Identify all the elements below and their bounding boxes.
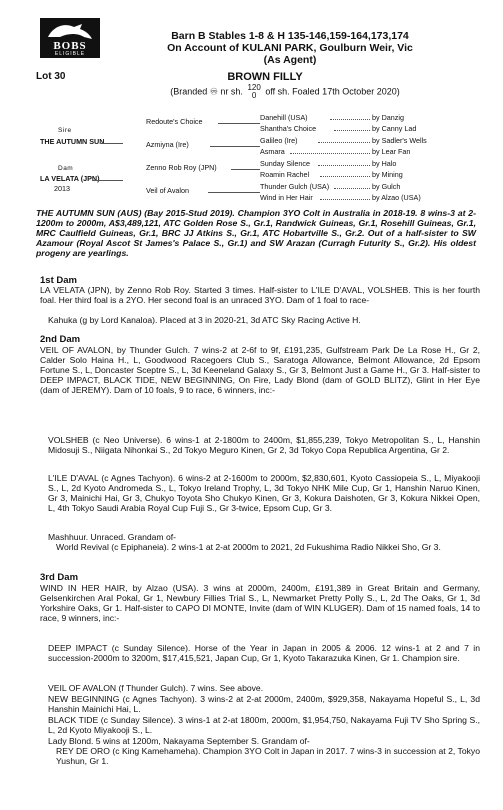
pedigree-gen3-sire: by Canny Lad xyxy=(372,124,417,133)
branded-mid: nr sh. xyxy=(220,86,243,97)
gen2-leader xyxy=(210,146,260,147)
pedigree-gen2: Azmiyna (Ire) xyxy=(146,140,189,149)
logo-sub: ELIGIBLE xyxy=(54,51,86,57)
pedigree-gen3-sire: by Mining xyxy=(372,170,403,179)
pedigree-gen2: Veil of Avalon xyxy=(146,186,190,195)
gen2-leader xyxy=(218,123,260,124)
first-dam-heading: 1st Dam xyxy=(40,275,77,286)
pedigree-gen2: Zenno Rob Roy (JPN) xyxy=(146,163,217,172)
horse-title: BROWN FILLY xyxy=(227,71,303,83)
gen3-leader xyxy=(330,119,370,120)
lile-daval-text: L'ILE D'AVAL (c Agnes Tachyon). 6 wins-2 at 2-1600m to 2000m, $2,830,601, Kyoto Cassiopeia S., L, Miyakooji S., L, 2d Kyoto Andromeda S., L, Tokyo Ireland Trophy, L, 3d Tokyo NHK Mile Cup, Gr 1, Hanshin Naruo Kinen, Gr 3, Mainichi Hai, Gr 3, Chukyo Toyota Sho Chukyo Kinen, Gr 3, Kokura Daishoten, Gr 3, Kokura Nikkei Open, L, 4th Tokyo Saudi Arabia Royal Cup Fuji S., Gr 3-twice, Epsom Cup, Gr 3. xyxy=(48,473,480,513)
gen3-leader xyxy=(290,153,370,154)
agent-line: (As Agent) xyxy=(263,54,317,66)
pedigree-gen3: Danehill (USA) xyxy=(260,113,308,122)
brand-number xyxy=(247,84,260,100)
rey-de-oro-text: REY DE ORO (c King Kamehameha). Champion 3YO Colt in Japan in 2017. 7 wins-3 in succession at 2, Tokyo Yushun, Gr 1. xyxy=(56,746,480,766)
new-beginning-text: NEW BEGINNING (c Agnes Tachyon). 3 wins-2 at 2-at 2000m, 2400m, $929,358, Nakayama Hopeful S., L, 3d Hanshin Mainichi Hai, L. xyxy=(48,694,480,714)
sire-summary: THE AUTUMN SUN (AUS) (Bay 2015-Stud 2019). Champion 3YO Colt in Australia in 2018-19. 8 wins-3 at 2-1200m to 2000m, A$3,489,121, ATC Golden Rose S., Gr.1, Randwick Guineas, Gr.1, Rosehill Guineas, Gr.1, MRC Caulfield Guineas, Gr.1, BRC JJ Atkins S., Gr.1, ATC Hobartville S., Gr.2. Out of a half-sister to SW Azamour (Royal Ascot St James's Palace S., Gr.1) and SW Arazan (Curragh Futurity S., Gr.2). His oldest progeny are yearlings. xyxy=(36,208,476,258)
pedigree-gen3-sire: by Alzao (USA) xyxy=(372,193,421,202)
gen3-leader xyxy=(334,188,370,189)
gen3-leader xyxy=(318,165,370,166)
pedigree-gen3: Shantha's Choice xyxy=(260,124,317,133)
second-dam-heading: 2nd Dam xyxy=(40,334,81,345)
gen2-leader xyxy=(208,192,260,193)
sire-label: Sire xyxy=(58,127,72,134)
pedigree-gen3: Thunder Gulch (USA) xyxy=(260,182,330,191)
stables-line: Barn B Stables 1-8 & H 135-146,159-164,173,174 xyxy=(171,30,409,42)
pedigree-gen3-sire: by Halo xyxy=(372,159,397,168)
dam-year: 2013 xyxy=(54,184,70,193)
logo-brand: BOBS xyxy=(53,40,87,52)
pedigree-gen3: Galileo (Ire) xyxy=(260,136,298,145)
sire-name: THE AUTUMN SUN xyxy=(40,137,105,146)
horse-head-icon xyxy=(44,21,96,41)
brand-number-top: 120 xyxy=(247,83,261,92)
volsheb-text: VOLSHEB (c Neo Universe). 6 wins-1 at 2-1800m to 2400m, $1,855,239, Tokyo Metropolitan S., L, Hanshin Midosuji S., Niigata Nihonkai S., 2d Tokyo Meguro Kinen, Gr 2, 3d Tokyo Copa Republica Argentina, Gr 2. xyxy=(48,435,480,455)
vendor-line: On Account of KULANI PARK, Goulburn Weir, Vic xyxy=(167,42,413,54)
pedigree-gen2: Redoute's Choice xyxy=(146,117,203,126)
pedigree-gen3: Asmara xyxy=(260,147,285,156)
dam-label: Dam xyxy=(58,165,74,172)
brand-mark-icon: ♾ xyxy=(209,86,218,97)
lot-number: Lot 30 xyxy=(36,71,66,82)
pedigree-gen3-sire: by Danzig xyxy=(372,113,404,122)
first-dam-foal: Kahuka (g by Lord Kanaloa). Placed at 3 in 2020-21, 3d ATC Sky Racing Active H. xyxy=(48,315,361,325)
pedigree-gen3: Wind in Her Hair xyxy=(260,193,313,202)
second-dam-text: VEIL OF AVALON, by Thunder Gulch. 7 wins-2 at 2-6f to 9f, £191,235, Gulfstream Park De La Rose H., Gr 2, Calder Solo Haina H., L, Goodwood Racegoers Club S., Saratoga Allowance, Belmont Allowance, 2d Epsom Fortune S., L, Doncaster Sceptre S., L, 3d Keeneland Galaxy S., Gr 3, Belmont Just a Game H., Gr 3. Half-sister to DEEP IMPACT, BLACK TIDE, NEW BEGINNING, On Fire, Lady Blond (dam of GOLD BLITZ), Glint in Her Eye (dam of JEREMY). Dam of 10 foals, 9 to race, 6 winners, inc:- xyxy=(40,345,480,395)
third-dam-text: WIND IN HER HAIR, by Alzao (USA). 3 wins at 2000m, 2400m, £191,389 in Great Britain and Germany, Gelsenkirchen Aral Pokal, Gr 1, Newbury Fillies Trial S., L, Newmarket Pretty Polly S., L, 2d The Oaks, Gr 1, 3d Yorkshire Oaks, Gr 1. Half-sister to CAPO DI MONTE, Invite (dam of WIN KLUGER). Dam of 15 named foals, 14 to race, 9 winners, inc:- xyxy=(40,583,480,623)
pedigree-gen3: Sunday Silence xyxy=(260,159,310,168)
gen3-leader xyxy=(334,130,370,131)
dam-leader xyxy=(92,180,123,181)
branded-prefix: (Branded xyxy=(170,86,208,97)
deep-impact-text: DEEP IMPACT (c Sunday Silence). Horse of the Year in Japan in 2005 & 2006. 12 wins-1 at 2 and 7 in succession-2000m to 3200m, $17,415,521, Japan Cup, Gr 1, Kyoto Takarazuka Kinen, Gr 1. Champion sire. xyxy=(48,643,480,663)
sire-leader xyxy=(101,143,123,144)
gen2-leader xyxy=(231,169,260,170)
mashhuur-text: Mashhuur. Unraced. Grandam of- xyxy=(48,532,177,542)
third-dam-heading: 3rd Dam xyxy=(40,572,79,583)
lady-blond-text: Lady Blond. 5 wins at 1200m, Nakayama September S. Grandam of- xyxy=(48,736,310,746)
first-dam-text: LA VELATA (JPN), by Zenno Rob Roy. Started 3 times. Half-sister to L'ILE D'AVAL, VOLSHEB. This is her fourth foal. Her third foal is a 2YO. Her second foal is an unraced 3YO. Dam of 1 foal to race- xyxy=(40,285,480,305)
gen3-leader xyxy=(320,199,370,200)
black-tide-text: BLACK TIDE (c Sunday Silence). 3 wins-1 at 2-at 1800m, 2000m, $1,954,750, Nakayama Fuji TV Sho Spring S., L, 2d Kyoto Miyakooji S., L. xyxy=(48,715,480,735)
pedigree-gen3-sire: by Sadler's Wells xyxy=(372,136,427,145)
pedigree-gen3-sire: by Lear Fan xyxy=(372,147,411,156)
pedigree-gen3-sire: by Gulch xyxy=(372,182,401,191)
branded-suffix: off sh. Foaled 17th October 2020) xyxy=(265,86,400,97)
gen3-leader xyxy=(318,142,370,143)
bobs-eligible-logo xyxy=(40,18,100,58)
gen3-leader xyxy=(320,176,370,177)
dam-name: LA VELATA (JPN) xyxy=(40,174,100,183)
world-revival-text: World Revival (c Epiphaneia). 2 wins-1 at 2-at 2000m to 2021, 2d Fukushima Radio Nikkei Sho, Gr 3. xyxy=(56,542,441,552)
brand-number-bottom: 0 xyxy=(251,91,257,100)
veil-of-avalon-text: VEIL OF AVALON (f Thunder Gulch). 7 wins. See above. xyxy=(48,683,264,693)
pedigree-gen3: Roamin Rachel xyxy=(260,170,310,179)
branded-line xyxy=(110,84,460,100)
